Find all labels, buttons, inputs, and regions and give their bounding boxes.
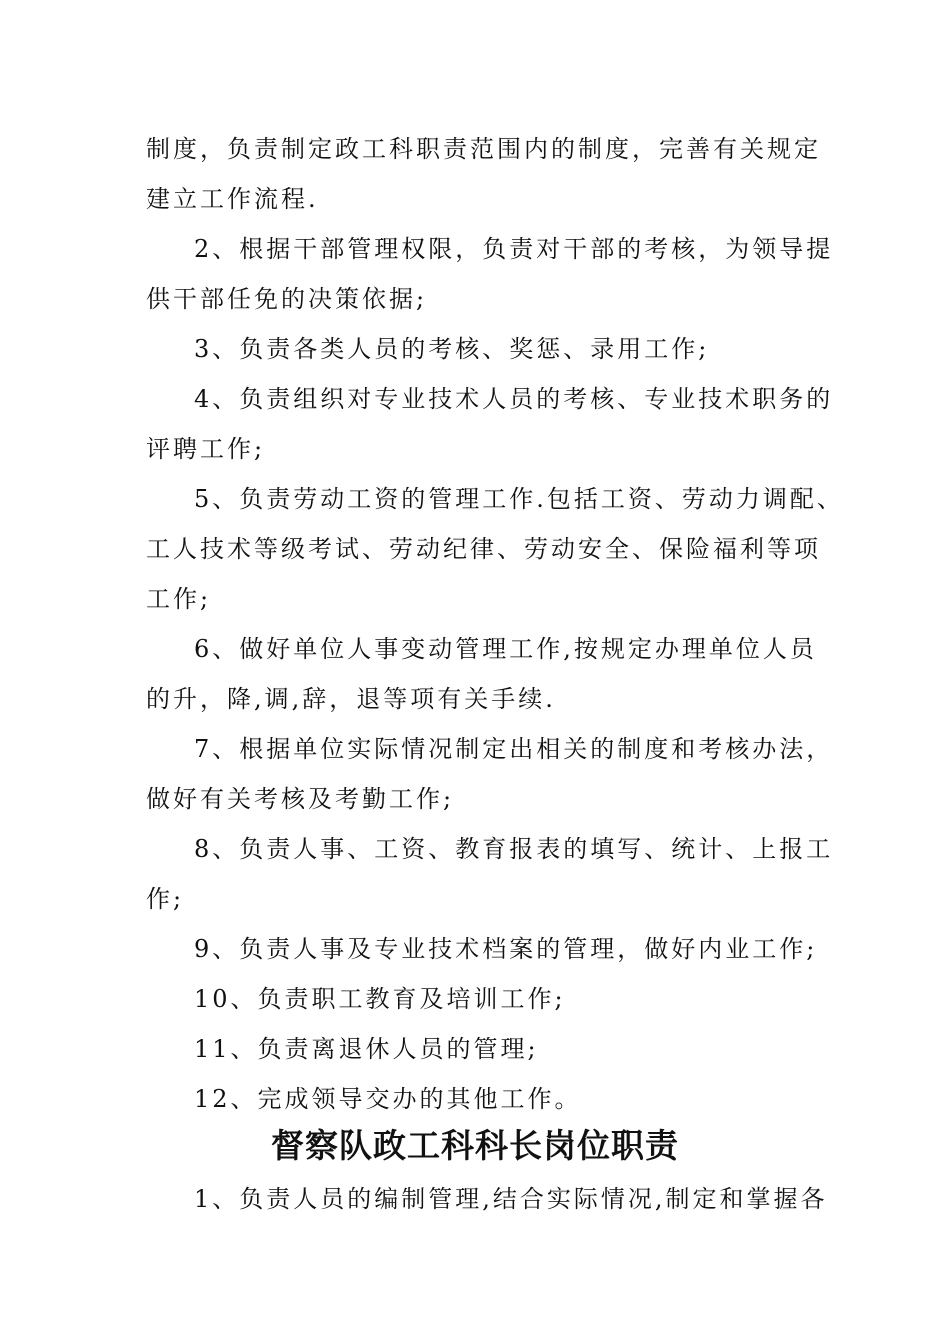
paragraph-line: 1、负责人员的编制管理,结合实际情况,制定和掌握各 (194, 1185, 828, 1213)
paragraph-line: 建立工作流程. (146, 185, 319, 213)
paragraph-line: 11、负责离退休人员的管理; (194, 1035, 539, 1063)
paragraph-line: 8、负责人事、工资、教育报表的填写、统计、上报工 (194, 835, 834, 863)
paragraph-line: 9、负责人事及专业技术档案的管理，做好内业工作; (194, 935, 818, 963)
paragraph-line: 作; (146, 885, 185, 913)
paragraph-line: 7、根据单位实际情况制定出相关的制度和考核办法， (194, 735, 834, 763)
paragraph-line: 5、负责劳动工资的管理工作.包括工资、劳动力调配、 (194, 485, 844, 513)
section-heading: 督察队政工科科长岗位职责 (271, 1126, 679, 1165)
paragraph-line: 工人技术等级考试、劳动纪律、劳动安全、保险福利等项 (146, 535, 821, 563)
paragraph-line: 12、完成领导交办的其他工作。 (194, 1085, 582, 1113)
paragraph-line: 工作; (146, 585, 212, 613)
paragraph-line: 2、根据干部管理权限，负责对干部的考核，为领导提 (194, 235, 834, 263)
paragraph-line: 制度，负责制定政工科职责范围内的制度，完善有关规定 (146, 135, 821, 163)
paragraph-line: 4、负责组织对专业技术人员的考核、专业技术职务的 (194, 385, 834, 413)
paragraph-line: 供干部任免的决策依据; (146, 285, 428, 313)
paragraph-line: 3、负责各类人员的考核、奖惩、录用工作; (194, 335, 710, 363)
paragraph-line: 做好有关考核及考勤工作; (146, 785, 455, 813)
paragraph-line: 6、做好单位人事变动管理工作,按规定办理单位人员 (194, 635, 817, 663)
paragraph-line: 评聘工作; (146, 435, 266, 463)
paragraph-line: 10、负责职工教育及培训工作; (194, 985, 566, 1013)
paragraph-line: 的升，降,调,辞，退等项有关手续. (146, 685, 556, 713)
